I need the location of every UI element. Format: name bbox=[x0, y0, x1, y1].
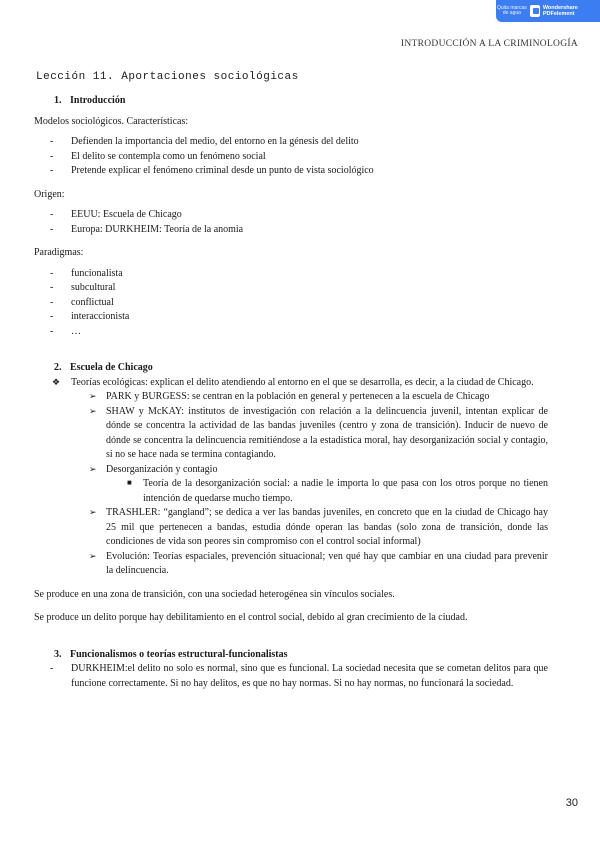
models-list bbox=[34, 135, 548, 179]
watermark-brand: Wondershare PDFelement bbox=[542, 4, 578, 17]
list-item: - El delito se contempla como un fenómeno social bbox=[34, 150, 548, 165]
chicago-list bbox=[34, 376, 548, 391]
watermark-badge[interactable] bbox=[496, 0, 600, 22]
section-title: Introducción bbox=[70, 95, 126, 106]
list-item: - DURKHEIM:el delito no solo es normal, sino que es funcional. La sociedad necesita que se cometan delitos para que funcione correctamente. Si no hay delitos, es que no hay normas. Si no hay normas, no funcionará la sociedad. bbox=[34, 662, 548, 691]
origins-list bbox=[34, 208, 548, 237]
list-item: - conflictual bbox=[34, 296, 548, 311]
arrow-bullet-icon: ➢ bbox=[89, 507, 97, 517]
remove-watermark-link[interactable]: Quita marcas de agua bbox=[497, 4, 527, 16]
list-item bbox=[34, 550, 548, 579]
list-item: - Defienden la importancia del medio, del entorno en la génesis del delito bbox=[34, 135, 548, 150]
disorganization-text: Desorganización y contagio bbox=[106, 463, 218, 475]
conclusion-paragraph: Se produce en una zona de transición, con una sociedad heterogénea sin vínculos sociales. bbox=[34, 588, 395, 600]
disorganization-theory-text: Teoría de la desorganización social: a nadie le importa lo que pasa con los otros porque no tienen intención de quedarse mucho tiempo. bbox=[143, 478, 548, 504]
list-item bbox=[34, 405, 548, 463]
section-title: Funcionalismos o teorías estructural-funcionalistas bbox=[70, 648, 288, 660]
disorganization-sublist bbox=[34, 477, 548, 506]
evolution-text: Evolución: Teorías espaciales, prevención situacional; ven qué hay que cambiar en una ciudad para prevenir la delincuencia. bbox=[106, 550, 548, 576]
chicago-authors-list bbox=[34, 390, 548, 477]
arrow-bullet-icon: ➢ bbox=[89, 405, 97, 416]
park-burgess-text: PARK y BURGESS: se centran en la población en general y pertenecen a la escuela de Chicago bbox=[106, 391, 490, 402]
origin-label: Origen: bbox=[34, 188, 65, 200]
models-label: Modelos sociológicos. Características: bbox=[34, 115, 189, 127]
arrow-bullet-icon: ➢ bbox=[89, 463, 97, 474]
section-number: 2. bbox=[54, 362, 62, 373]
section-title: Escuela de Chicago bbox=[70, 362, 153, 373]
chicago-authors-list-2 bbox=[34, 506, 548, 579]
list-item: - EEUU: Escuela de Chicago bbox=[34, 208, 548, 223]
list-item bbox=[34, 390, 548, 405]
diamond-bullet-icon: ❖ bbox=[52, 376, 61, 387]
list-item: - funcionalista bbox=[34, 267, 548, 282]
conclusion-paragraph: Se produce un delito porque hay debilitamiento en el control social, debido al gran crecimiento de la ciudad. bbox=[34, 612, 468, 623]
square-bullet-icon: ■ bbox=[127, 478, 132, 487]
lesson-title: Lección 11. Aportaciones sociológicas bbox=[36, 71, 299, 83]
page-number: 30 bbox=[565, 797, 578, 809]
list-item bbox=[34, 506, 548, 550]
paradigms-list bbox=[34, 267, 548, 340]
list-item: - Europa: DURKHEIM: Teoría de la anomia bbox=[34, 223, 548, 238]
section-heading-introduccion bbox=[54, 94, 548, 109]
list-item: - subcultural bbox=[34, 281, 548, 296]
ecological-theories-text: Teorías ecológicas: explican el delito atendiendo al entorno en el que se desarrolla, es decir, a la ciudad de Chicago. bbox=[71, 376, 534, 388]
arrow-bullet-icon: ➢ bbox=[89, 550, 97, 561]
pdfelement-logo-icon bbox=[530, 5, 540, 17]
section-number: 1. bbox=[54, 95, 62, 106]
list-item bbox=[34, 376, 548, 391]
paradigms-label: Paradigmas: bbox=[34, 247, 84, 258]
document-body bbox=[34, 94, 548, 691]
list-item bbox=[34, 477, 548, 506]
arrow-bullet-icon: ➢ bbox=[89, 391, 97, 401]
shaw-mckay-text: SHAW y McKAY: institutos de investigación con relación a la delincuencia juvenil, intentan explicar de dónde se concentra la actividad de las bandas juveniles (centro y zona de transición). Inducir de nuevo de dónde se concentra la delincuencia remitiéndose a la estadística moral, hay desorganización social y contagio, si no se hace nada se termina contagiando. bbox=[106, 405, 548, 460]
section-heading-escuela-chicago bbox=[54, 361, 548, 376]
functionalism-list bbox=[34, 662, 548, 691]
trashler-text: TRASHLER: “gangland”; se dedica a ver las bandas juveniles, en concreto que en la ciudad de Chicago hay 25 mil que pertenecen a bandas, estudia dónde operan las bandas (solo zona de transición, donde las condiciones de vida son peores sin compromiso con el control social informal) bbox=[106, 507, 548, 547]
list-item: - interaccionista bbox=[34, 310, 548, 325]
list-item: - … bbox=[34, 325, 548, 340]
list-item: - Pretende explicar el fenómeno criminal desde un punto de vista sociológico bbox=[34, 164, 548, 179]
list-item bbox=[34, 463, 548, 478]
running-header: INTRODUCCIÓN A LA CRIMINOLOGÍA bbox=[400, 39, 578, 49]
section-heading-funcionalismos bbox=[54, 648, 548, 663]
section-number: 3. bbox=[54, 648, 62, 660]
